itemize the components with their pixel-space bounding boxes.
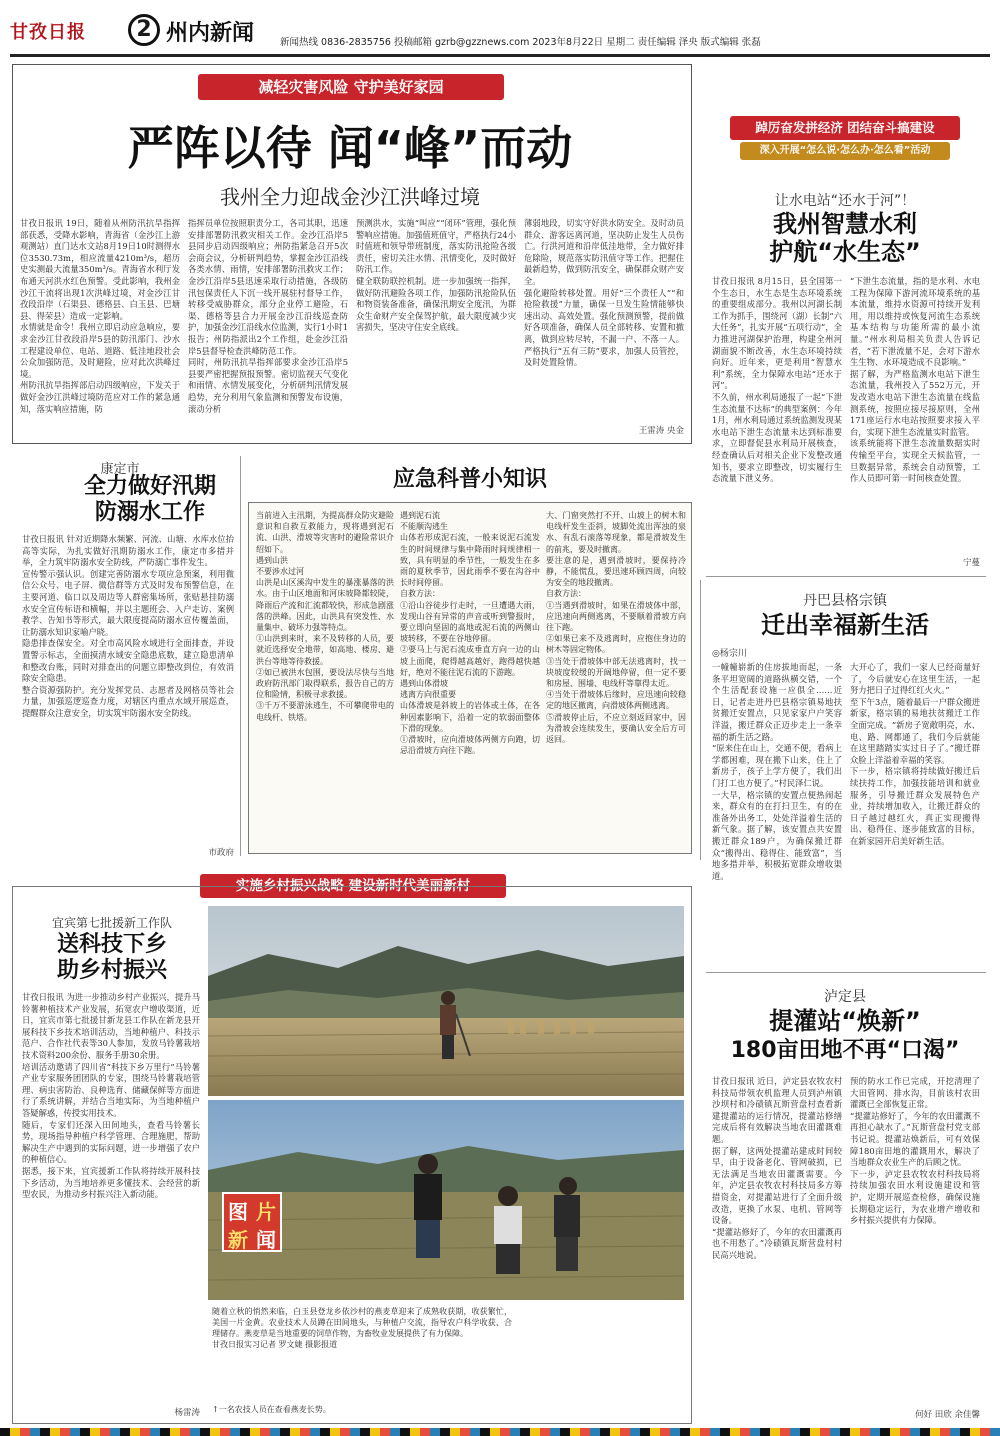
story2-headline-line1: 我州智慧水利 [773,210,917,238]
divider-vertical-1 [240,456,241,856]
story6-headline-line1: 送科技下乡 [56,932,167,957]
banner-disaster-reduction: 减轻灾害风险 守护美好家园 [198,74,504,100]
photo-news-badge-char-3: 新 [228,1228,248,1252]
right-campaign-banner [730,116,960,162]
photo-news-badge [222,1192,282,1252]
campaign-banner-line1: 踔厉奋发拼经济 团结奋斗搞建设 [730,116,960,140]
story1-author: 王雷涛 央金 [638,426,684,436]
story3-body: 甘孜日报讯 针对近期降水频繁、河流、山塘、水库水位抬高等实际，为扎实做好汛期防溺水工作，康定市多措并举，全力筑牢防溺水安全防线，严防溺亡事件发生。 宣传警示强认识。创建完善防溺水专项应急预案，利用微信公众号、电子屏、微信群等方式及时发布预警信息，在主要河道、临口以及周边等人群密集场所，张贴悬挂防溺水安全宣传标语和横幅，并以主题班会、入户走访、案例教学、告知书等形式，最大限度提高防溺水宣传覆盖面，让防溺水知识家喻户晓。 隐患排查保安全。对全市高风险水域进行全面排查，并设置警示标志，全面摸清水域安全隐患底数，建立隐患清单和整改台账，同时对排查出的问题立即整改到位，有效消除安全隐患。 整合资源强防护。充分发挥党员、志愿者及网格员等社会力量，加强巡逻巡查力度，对辖区内重点水域开展巡查，提醒群众注意安全，切实筑牢防溺水安全防线。 [22,534,234,718]
story3-headline-line2: 防溺水工作 [94,500,205,525]
divider-right-2 [706,972,986,973]
story7-column-1: 甘孜日报讯 近日，泸定县农牧农村科技局带领农机监理人员到泸州镇沙坝村和冷碛镇瓦斯营盘村查看新建提灌站的运行情况，提灌站修缮完成后将有效解决当地农田灌溉难题。 据了解，这两处提灌站建成时间较早，由于设备老化、管网破损，已无法满足当地农田灌溉需要。今年，泸定县农牧农村科技局多方筹措资金，对提灌站进行了全面升级改造，更换了水泵、电机、管网等设备。 “提灌站修好了，今年的农田灌溉再也不用愁了。”冷碛镇瓦斯营盘村村民高兴地说。 [712,1076,842,1260]
story3-headline-line1: 全力做好汛期 [83,474,216,499]
photo-news-badge-char-4: 闻 [256,1228,276,1252]
story1-subheadline: 我州全力迎战金沙江洪峰过境 [220,185,480,209]
header-info-line: 新闻热线 0836-2835756 投稿邮箱 gzrb@gzznews.com 2023年8月22日 星期二 责任编辑 泽央 版式编辑 张磊 [280,37,761,48]
photo-news-badge-char-2: 片 [256,1200,276,1224]
story5-column-2: 大开心了，我们一家人已经商量好了，今后就安心在这里生活，一起努力把日子过得红红火火。” 至下午3点，随着最后一户群众搬进新家，格宗镇的易地扶贫搬迁工作全面完成。“新房子宽敞明亮，水、电、路、网都通了，我们今后就能在这里踏踏实实过日子了。”搬迁群众脸上洋溢着幸福的笑容。 下一步，格宗镇将持续做好搬迁后续扶持工作，加强技能培训和就业服务，引导搬迁群众发展特色产业，持续增加收入，让搬迁群众的日子越过越红火，真正实现搬得出、稳得住、逐步能致富的目标，在新家园开启美好新生活。 [850,662,980,846]
section-title: 州内新闻 [166,21,255,46]
story2-kicker: 让水电站“还水于河”！ [774,193,916,209]
story4-headline: 应急科普小知识 [392,467,547,492]
bottom-color-strip [0,1428,1000,1436]
story7-kicker: 泸定县 [824,989,866,1005]
story6-kicker: 宜宾第七批援新工作队 [51,916,172,930]
story1-headline: 严阵以待 闻“峰”而动 [127,121,573,175]
photo-oat-field-farmer [208,906,684,1096]
story5-kicker: 丹巴县格宗镇 [803,593,887,609]
story2-headline-line2: 护航“水生态” [769,238,921,266]
story4-column-1: 当前进入主汛期，为提高群众防灾避险意识和自救互救能力，现将遇到泥石流、山洪、滑坡等灾害时的避险常识介绍如下。 遇到山洪 不要涉水过河 山洪是山区溪沟中发生的暴涨暴落的洪水。由于山区地面和河床坡降都较陡，降雨后产流和汇流都较快，形成急剧涨落的洪峰。因此，山洪具有突发性、水量集中、破坏力强等特点。 ①山洪到来时，来不及转移的人员，要就近选择安全地带，如高地、楼房、避洪台等地等待救援。 ②如已被洪水包围，要设法尽快与当地政府防汛部门取得联系，报告自己的方位和险情，积极寻求救援。 ③千万不要游泳逃生，不可攀爬带电的电线杆、铁塔。 [256,511,394,722]
story3-kicker: 康定市 [100,462,140,477]
story2-author: 宁蔓 [962,558,980,568]
banner-rural-revitalization: 实施乡村振兴战略 建设新时代美丽新村 [200,874,506,898]
story7-headline-line1: 提灌站“焕新” [769,1007,921,1035]
divider-right-1 [706,576,986,577]
divider-vertical-2 [700,580,701,860]
story6-author: 杨雷涛 [174,1408,200,1418]
story5-byline: ◎杨宗川 [712,649,747,659]
photo-news-caption: 随着立秋的悄然来临，白玉县登龙乡依沙村的燕麦草迎来了成熟收获期，收获繁忙，美国一片金黄。农业技术人员蹲在田间地头，与种植户交流，指导农户科学收获、合理储存。燕麦草是当地重要的饲草作物，为畜牧业发展提供了有力保障。 甘孜日报实习记者 罗文婕 摄影报道 [212,1307,512,1349]
story5-headline: 迁出幸福新生活 [761,611,929,639]
campaign-banner-line2: 深入开展“怎么说·怎么办·怎么看”活动 [740,142,950,160]
story7-author: 何好 田欣 余佳馨 [915,1410,980,1420]
photo-news-badge-char-1: 图 [228,1200,248,1224]
story1-column-2: 指挥员单位按照职责分工，各司其职，迅速安排部署防汛救灾相关工作。金沙江沿岸5县同步启动四级响应；州防指紧急召开5次会商会议，分析研判趋势，掌握金沙江沿线各类水情、雨情，安排部署防汛救灾工作；金沙江沿岸5县迅速采取行动措施，各级防汛包保责任人下沉一线开展驻村督导工作，转移受威胁群众，部分企业停工避险，石渠、德格等县合力开展金沙江沿线巡查防护，加强金沙江沿线水位监测，实行1小时1报告；州防指派出2个工作组，赴金沙江沿岸5县督导检查洪峰防范工作。 同时，州防汛抗旱指挥部要求金沙江沿岸5县要严密把握预报预警。密切监视天气变化和雨情、水情发展变化，分析研判汛情发展趋势，充分利用气象监测和预警发布设施，滚动分析 [188,218,348,414]
masthead-logo: 甘孜日报 [10,22,86,43]
photo-oat-field-farmer-image [208,906,684,1096]
header-rule [10,54,990,57]
story1-column-1: 甘孜日报讯 19日，随着从州防汛抗旱指挥部获悉，受降水影响，青海省（金沙江上游观测站）直门达水文站8月19日10时测得水位3530.73m，相应流量4210m³/s，超历史实测最大流量350m³/s。青海省水利厅发布通天河洪水红色预警。受此影响，我州金沙江干流将出现1次洪峰过境，对金沙江甘孜段沿岸（石渠县、德格县、白玉县、巴塘县、得荣县）造成一定影响。 水情就是命令！我州立即启动应急响应，要求金沙江甘孜段沿岸5县的防汛部门、沙水工程建设单位、电站、道路、低洼地段社会公众加强防范，及时避险，应对此次洪峰过境。 州防汛抗旱指挥部启动四级响应，下发关于做好金沙江洪峰过境防范应对工作的紧急通知，落实响应措施，防 [20,218,180,414]
story7-column-2: 预的防水工作已完成，开挖清理了大田管网、排水沟，目前该村农田灌溉已全部恢复正常。 “提灌站修好了，今年的农田灌溉不再担心缺水了。”瓦斯营盘村党支部书记说。提灌站焕新后，可有效保障180亩田地的灌溉用水，解决了当地群众农业生产的后顾之忧。 下一步，泸定县农牧农村科技局将持续加强农田水利设施建设和管护，定期开展巡查检修，确保设施长期稳定运行，为农业增产增收和乡村振兴提供有力保障。 [850,1076,980,1226]
page-number: 2 [128,14,160,46]
story7-headline-line2: 180亩田地不再“口渴” [730,1038,960,1063]
story5-column-1: 一幢幢崭新的住房拔地而起，一条条平坦宽阔的道路纵横交错，一个个生活配套设施一应俱全……近日，记者走进丹巴县格宗镇易地扶贫搬迁安置点，只见家家户户笑容洋溢，搬迁群众正迈步走上一条幸福的新生活之路。 “原来住在山上，交通不便，看病上学都困难，现在搬下山来，住上了新房子，孩子上学方便了，我们出门打工也方便了。”村民泽仁说。 一大早，格宗镇的安置点便热闹起来，群众有的在打扫卫生，有的在准备外出务工，处处洋溢着生活的新气象。据了解，该安置点共安置搬迁群众189户，为确保搬迁群众“搬得出、稳得住、能致富”，当地多措并举，积极拓宽群众增收渠道。 [712,662,842,881]
photo-news-caption-2: ↑一名农技人员在查看燕麦长势。 [212,1405,331,1414]
story6-headline-line2: 助乡村振兴 [56,958,167,983]
story1-column-4: 薄弱地段，切实守好洪水防安全。及时动员群众、游客远离河道，坚决防止发生人员伤亡。行洪河道和沿岸低洼地带，全力做好排危除险，规范落实防汛值守等工作。把握住最新趋势，做到防汛安全，确保群众财产安全。 强化避险转移处置。用好“三个责任人”“和抢险救援”力量，确保一旦发生险情能够快速出动、高效处置。强化预测预警，提前做好各项准备，确保人员全部转移、安置和撤离，做到应转尽转，不漏一户、不落一人。严格执行“五有三防”要求，加强人员管控，及时处置险情。 [524,218,684,368]
story4-column-3: 大、门窗突然打不开、山坡上的树木和电线杆发生歪斜，坡脚处流出浑浊的泉水、有乱石滚落等现象，都是滑坡发生的前兆，要及时撤离。 要注意的是，遇到滑坡时，要保持冷静，不能慌乱，要迅速环顾四周，向较为安全的地段撤离。 自救方法： ①当遇到滑坡时，如果在滑坡体中部，应迅速向两侧逃离，不要顺着滑坡方向往下跑。 ②如果已来不及逃离时，应抱住身边的树木等固定物体。 ③当处于滑坡体中部无法逃离时，找一块坡度较缓的开阔地停留，但一定不要和房屋、围墙、电线杆等靠得太近。 ④当处于滑坡体后缘时，应迅速向较稳定的地区撤离，向滑坡体两侧逃离。 ⑤滑坡停止后，不应立刻返回家中，因为滑坡会连续发生，要确认安全后方可返回。 [546,511,686,745]
story1-column-3: 预测洪水，实施“叫应”“闭环”管理，强化预警响应措施。加强值班值守，严格执行24小时值班和领导带班制度，落实防汛抢险各级责任，密切关注水情、汛情变化，及时做好防汛工作。 健全联防联控机制。进一步加强统一指挥，做好防汛避险各项工作，加强防汛抢险队伍和物资装备准备，确保汛期安全度汛，为群众生命财产安全保驾护航，最大限度减少灾害损失，坚决守住安全底线。 [356,218,516,333]
story4-column-2: 遇到泥石流 不能顺沟逃生 山体若形成泥石流，一般来说泥石流发生的时间规律与集中降雨时间规律相一致，具有明显的季节性，一般发生在多雨的夏秋季节，因此雨季不要在沟谷中长时间停留。 自救方法： ①沿山谷徒步行走时，一旦遭遇大雨，发现山谷有异常的声音或听到警报时，要立即向坚固的高地或泥石流的两侧山坡转移，不要在谷地停留。 ②要马上与泥石流成垂直方向一边的山坡上面爬，爬得越高越好，跑得越快越好，绝对不能往泥石流的下游跑。 遇到山体滑坡 逃离方向很重要 山体滑坡是斜坡上的岩体或土体，在各种因素影响下，沿着一定的软弱面整体下滑的现象。 ①滑坡时，应向滑坡体两侧方向跑，切忌沿滑坡方向往下跑。 [400,511,540,756]
story3-author: 市政府 [208,848,234,858]
story2-column-1: 甘孜日报讯 8月15日，县全国第一个生态日，水生态是生态环境系统的重要组成部分。我州以河湖长制工作为抓手，围绕河（湖）长制“六大任务”，扎实开展“五项行动”，全力推进河湖保护治理，构建全州河湖面貌不断改善，水生态环境持续向好。近年来，更是利用“智慧水利”系统，全力保障水电站“还水于河”。 不久前，州水利局通报了一起“下泄生态流量不达标”的典型案例：今年1月，州水利局通过系统监测发现某水电站下泄生态流量未达到标准要求，立即督促县水利局开展核查，经查确认后对相关企业下发整改通知书，要求立即整改，切实履行生态流量下泄义务。 [712,276,842,484]
page-header [10,14,990,48]
story6-body: 甘孜日报讯 为进一步推动乡村产业振兴，提升马铃薯种植技术产业发展，拓宽农户增收渠道，近日，宜宾市第七批援甘新龙县工作队在新龙县开展科技下乡技术培训活动，当地种植户、科技示范户、合作社代表等30人参加，发放马铃薯栽培技术资料200余份、服务手册30余册。 培训活动邀请了四川省“科技下乡万里行”马铃薯产业专家服务团团队的专家，围绕马铃薯栽培管理、病虫害防治、良种选育、储藏保鲜等方面进行了系统讲解，并结合当地实际，为当地种植户答疑解惑，传授实用技术。 随后，专家们还深入田间地头，查看马铃薯长势，现场指导种植户科学管理、合理施肥，帮助解决生产中遇到的实际问题，进一步增强了农户的种植信心。 据悉，接下来，宜宾援新工作队将持续开展科技下乡活动，为当地培养更多懂技术、会经营的新型农民，为推动乡村振兴注入新动能。 [22,992,200,1200]
story2-column-2: “下泄生态流量，指的是水利、水电工程为保障下游河流环境系统的基本流量，维持水资源可持续开发利用，用以维持或恢复河流生态系统基本结构与功能所需的最小流量。”州水利局相关负责人告诉记者，“若下泄流量不足，会对下游水生生物、水环境造成不良影响。” 据了解，为严格监测水电站下泄生态流量，我州投入了552万元，开发改造水电站下泄生态流量在线监测系统，按照应接尽接原则，全州171座运行水电站按照要求接入平台，实现下泄生态流量实时监管。 该系统能将下泄生态流量数据实时传输至平台，实现全天候监管，一旦数据异常，系统会自动预警，工作人员即可第一时间核查处置。 [850,276,980,484]
